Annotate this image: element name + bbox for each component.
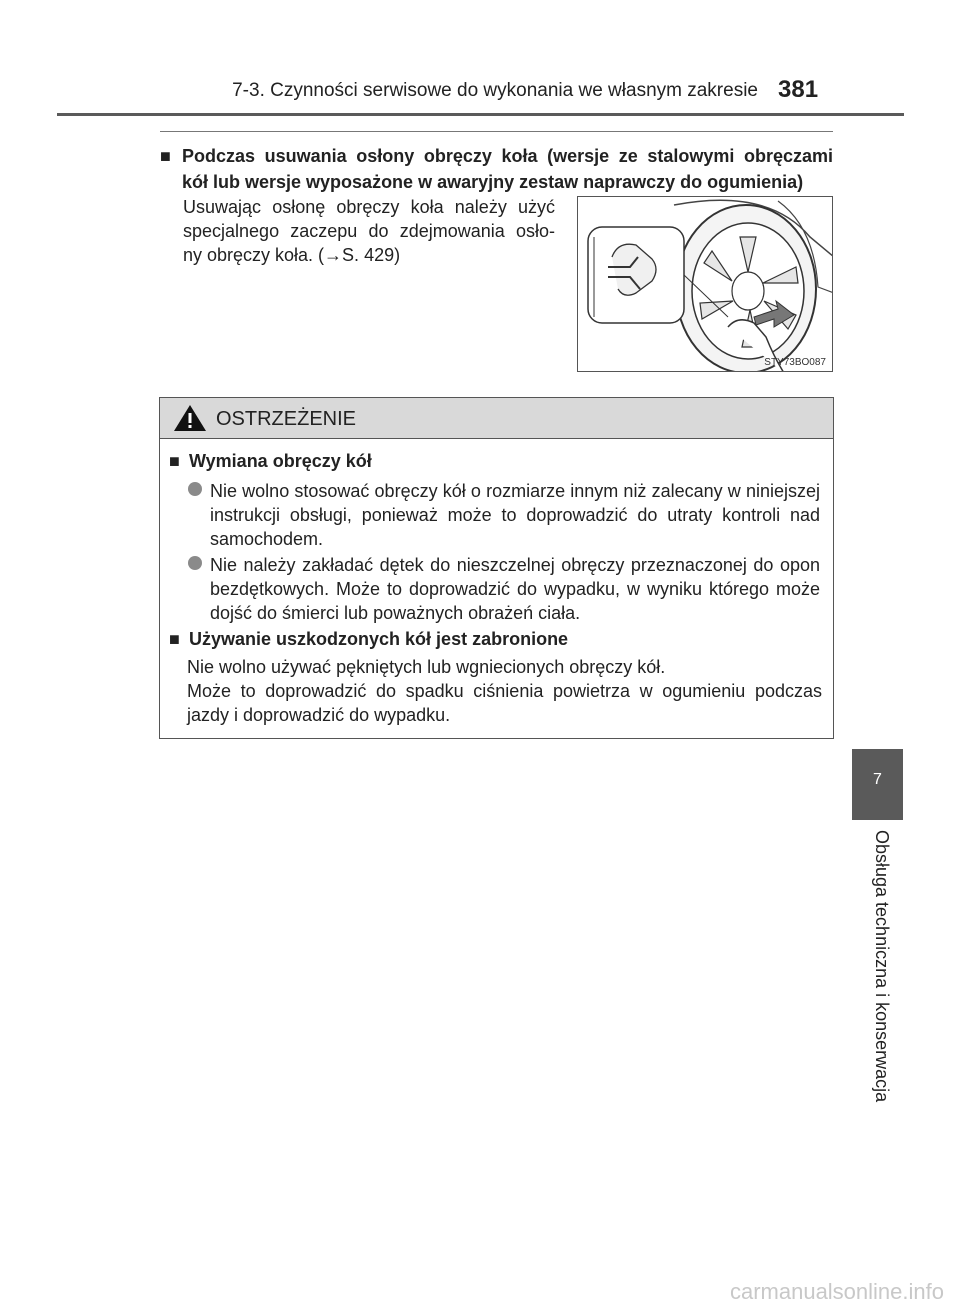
warning-damaged-wheels-text (187, 655, 822, 727)
square-bullet-icon: ■ (169, 451, 180, 471)
square-bullet-icon: ■ (160, 146, 171, 166)
section-body-line-3: ny obręczy koła. (→S. 429) (183, 245, 401, 265)
warning-title: OSTRZEŻENIE (216, 408, 357, 430)
figure-code: STY73BO087 (764, 357, 826, 368)
warning-text-line-1: Nie wolno używać pękniętych lub wgniecionych obręczy kół. (187, 657, 666, 677)
warning-heading-1-text: Wymiana obręczy kół (189, 451, 372, 471)
warning-box (159, 397, 834, 739)
warning-heading-2-text: Używanie uszkodzonych kół jest zabronione (189, 629, 569, 649)
wheel-cover-removal-illustration (577, 196, 833, 372)
header-divider (57, 113, 904, 116)
warning-heading-damaged-wheels (169, 629, 568, 650)
warning-text-line-3: jazdy i doprowadzić do wypadku. (187, 705, 451, 725)
section-body-line-2: specjalnego zaczepu do zdejmowania osło- (183, 221, 555, 241)
wheel-illustration-svg (578, 197, 833, 372)
warning-bullet-1 (188, 479, 820, 551)
square-bullet-icon: ■ (169, 629, 180, 649)
section-body-line-1: Usuwając osłonę obręczy koła należy użyć (183, 197, 555, 217)
page-header-title: 7-3. Czynności serwisowe do wykonania we własnym zakresie (232, 80, 758, 101)
page-number: 381 (778, 76, 819, 103)
section-heading (160, 143, 833, 195)
chapter-tab-label: Obsługa techniczna i konserwacja (872, 830, 892, 1103)
warning-bullet-2 (188, 553, 820, 625)
section-divider (160, 131, 833, 132)
chapter-tab-number: 7 (852, 749, 903, 820)
section-body (183, 195, 555, 267)
warning-triangle-icon (173, 404, 207, 432)
round-bullet-icon (188, 482, 202, 496)
section-heading-line-2: kół lub wersje wyposażone w awaryjny zestaw naprawczy do ogumienia) (182, 172, 804, 192)
warning-heading-wheel-replacement (169, 451, 372, 472)
warning-text-line-2: Może to doprowadzić do spadku ciśnienia powietrza w ogumieniu podczas (187, 681, 822, 701)
section-heading-line-1: Podczas usuwania osłony obręczy koła (wersje ze stalowymi obręczami (182, 146, 833, 166)
round-bullet-icon (188, 556, 202, 570)
warning-bullet-2-text: Nie należy zakładać dętek do nieszczelnej obręczy przeznaczonej do opon bezdętkowych. Może to doprowadzić do wypadku, w wyniku którego może dojść do śmierci lub poważnych obrażeń ciała. (210, 555, 820, 623)
warning-header (160, 398, 833, 439)
warning-bullet-1-text: Nie wolno stosować obręczy kół o rozmiarze innym niż zalecany w niniejszej instrukcji obsługi, ponieważ może to doprowadzić do utraty kontroli nad samochodem. (210, 481, 820, 549)
watermark: carmanualsonline.info (729, 1279, 944, 1304)
